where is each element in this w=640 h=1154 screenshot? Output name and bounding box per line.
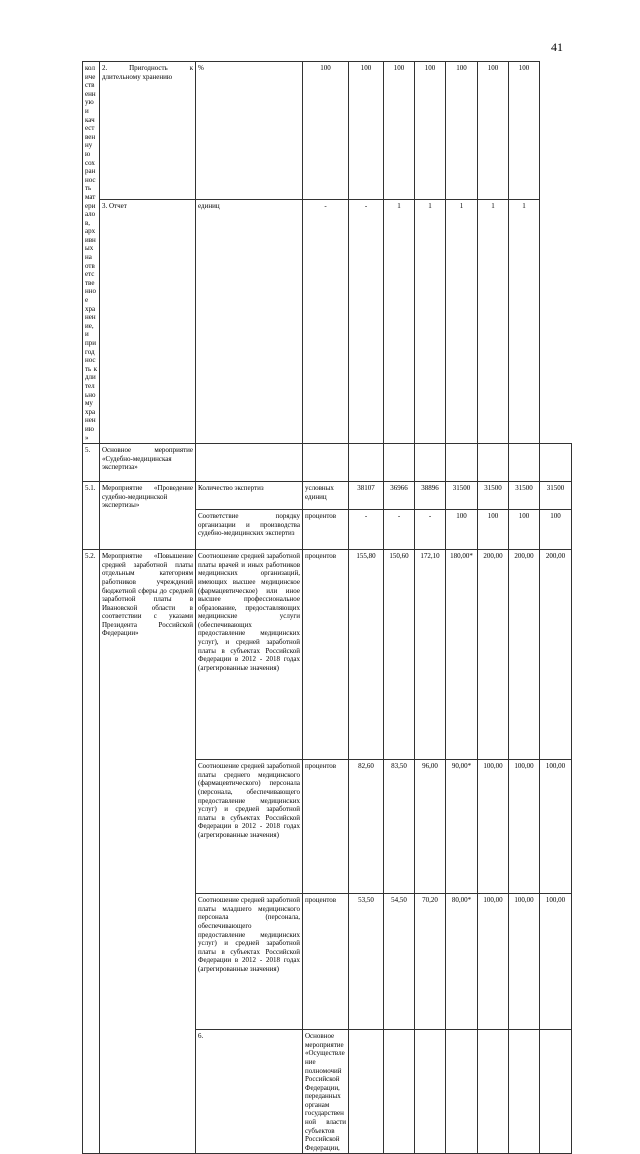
value-cell [349, 444, 384, 482]
value-cell: 100,00 [540, 760, 572, 894]
value-cell: 100 [540, 510, 572, 550]
unit-cell: условных единиц [303, 482, 349, 510]
program-indicators-table [82, 61, 572, 1154]
table-row [83, 62, 572, 200]
unit-cell: процентов [303, 760, 349, 894]
value-cell: 83,50 [384, 760, 415, 894]
value-cell [509, 444, 540, 482]
value-cell: 100,00 [540, 894, 572, 1030]
value-cell: - [349, 510, 384, 550]
value-cell [509, 1030, 540, 1154]
value-cell: - [349, 199, 384, 444]
unit-cell: процентов [303, 510, 349, 550]
value-cell: 80,00* [446, 894, 478, 1030]
value-cell: 100 [415, 62, 446, 200]
value-cell: 38107 [349, 482, 384, 510]
value-cell: 155,80 [349, 550, 384, 760]
value-cell: 1 [446, 199, 478, 444]
value-cell: 70,20 [415, 894, 446, 1030]
unit-cell [384, 1030, 415, 1154]
value-cell: 96,00 [415, 760, 446, 894]
row-number-cell: 6. [196, 1030, 303, 1154]
value-cell: 31500 [540, 482, 572, 510]
indicator-cell: 2. Пригодность к длительному хранению [100, 62, 196, 200]
value-cell: 90,00* [446, 760, 478, 894]
value-cell: 100 [349, 62, 384, 200]
value-cell: 100 [509, 62, 540, 200]
indicator-cell: Соотношение средней заработной платы среднего медицинского (фармацевтического) персонала (персонала, обеспечивающего предоставление медицинских услуг) и средней заработной платы в субъектах Российской Федерации в 2012 - 2018 годах (агрегированные значения) [196, 760, 303, 894]
value-cell: 31500 [478, 482, 509, 510]
value-cell: 1 [415, 199, 446, 444]
value-cell: 82,60 [349, 760, 384, 894]
value-cell: 100 [478, 62, 509, 200]
indicator-cell: 3. Отчет [100, 199, 196, 444]
indicator-cell: Соответствие порядку организации и производства судебно-медицинских экспертиз [196, 510, 303, 550]
page-number: 41 [551, 40, 563, 54]
value-cell: 100,00 [478, 760, 509, 894]
value-cell [446, 444, 478, 482]
value-cell: 36966 [384, 482, 415, 510]
value-cell: 1 [384, 199, 415, 444]
value-cell [415, 1030, 446, 1154]
value-cell: 100 [509, 510, 540, 550]
event-cell: количественную и качественную сохранность материалов, архивных на ответственное хранение, и пригодность к длительному хранению» [83, 62, 100, 444]
value-cell [540, 444, 572, 482]
indicator-cell [196, 444, 303, 482]
value-cell: 31500 [446, 482, 478, 510]
value-cell: 200,00 [540, 550, 572, 760]
table-row [83, 444, 572, 482]
value-cell: 100 [446, 510, 478, 550]
value-cell: - [303, 199, 349, 444]
value-cell: 100,00 [509, 760, 540, 894]
value-cell: 53,50 [349, 894, 384, 1030]
value-cell: 200,00 [478, 550, 509, 760]
value-cell: 172,10 [415, 550, 446, 760]
value-cell [384, 444, 415, 482]
value-cell: 1 [509, 199, 540, 444]
value-cell: 150,60 [384, 550, 415, 760]
indicator-cell: Количество экспертиз [196, 482, 303, 510]
indicator-cell: Соотношение средней заработной платы врачей и иных работников медицинских организаций, имеющих высшее медицинское (фармацевтическое) или иное высшее профессиональное образование, предоставляющих медицинские услуги (обеспечивающих предоставление медицинских услуг), и средней заработной платы в субъектах Российской Федерации в 2012 - 2018 годах (агрегированные значения) [196, 550, 303, 760]
value-cell: 54,50 [384, 894, 415, 1030]
value-cell [415, 444, 446, 482]
indicator-cell: Соотношение средней заработной платы младшего медицинского персонала (персонала, обеспечивающего предоставление медицинских услуг) и средней заработной платы в субъектах Российской Федерации в 2012 - 2018 годах (агрегированные значения) [196, 894, 303, 1030]
table-row [83, 550, 572, 760]
value-cell [446, 1030, 478, 1154]
value-cell: - [415, 510, 446, 550]
value-cell: 100 [303, 62, 349, 200]
value-cell: 1 [478, 199, 509, 444]
value-cell: - [384, 510, 415, 550]
value-cell: 100,00 [478, 894, 509, 1030]
event-cell: Мероприятие «Повышение средней заработной платы отдельным категориям работников учреждений бюджетной сферы до средней заработной платы в Ивановской области в соответствии с указами Президента Российской Федерации» [100, 550, 196, 1154]
value-cell: 100,00 [509, 894, 540, 1030]
unit-cell: процентов [303, 550, 349, 760]
value-cell: 100 [384, 62, 415, 200]
value-cell [478, 444, 509, 482]
event-cell: Основное мероприятие «Осуществление полномочий Российской Федерации, переданных органам государственной власти субъектов Российской Федерации, [303, 1030, 349, 1154]
table-row [83, 482, 572, 510]
value-cell [540, 1030, 572, 1154]
value-cell: 180,00* [446, 550, 478, 760]
table-body [83, 62, 572, 1154]
table-row [83, 199, 572, 444]
row-number-cell: 5.2. [83, 550, 100, 1154]
value-cell [478, 1030, 509, 1154]
indicator-cell [349, 1030, 384, 1154]
event-cell: Мероприятие «Проведение судебно-медицинской экспертизы» [100, 482, 196, 550]
unit-cell: % [196, 62, 303, 200]
value-cell: 200,00 [509, 550, 540, 760]
unit-cell: процентов [303, 894, 349, 1030]
row-number-cell: 5.1. [83, 482, 100, 550]
row-number-cell: 5. [83, 444, 100, 482]
unit-cell [303, 444, 349, 482]
event-cell: Основное мероприятие «Судебно-медицинская экспертиза» [100, 444, 196, 482]
value-cell: 100 [478, 510, 509, 550]
unit-cell: единиц [196, 199, 303, 444]
value-cell: 38896 [415, 482, 446, 510]
value-cell: 31500 [509, 482, 540, 510]
value-cell: 100 [446, 62, 478, 200]
